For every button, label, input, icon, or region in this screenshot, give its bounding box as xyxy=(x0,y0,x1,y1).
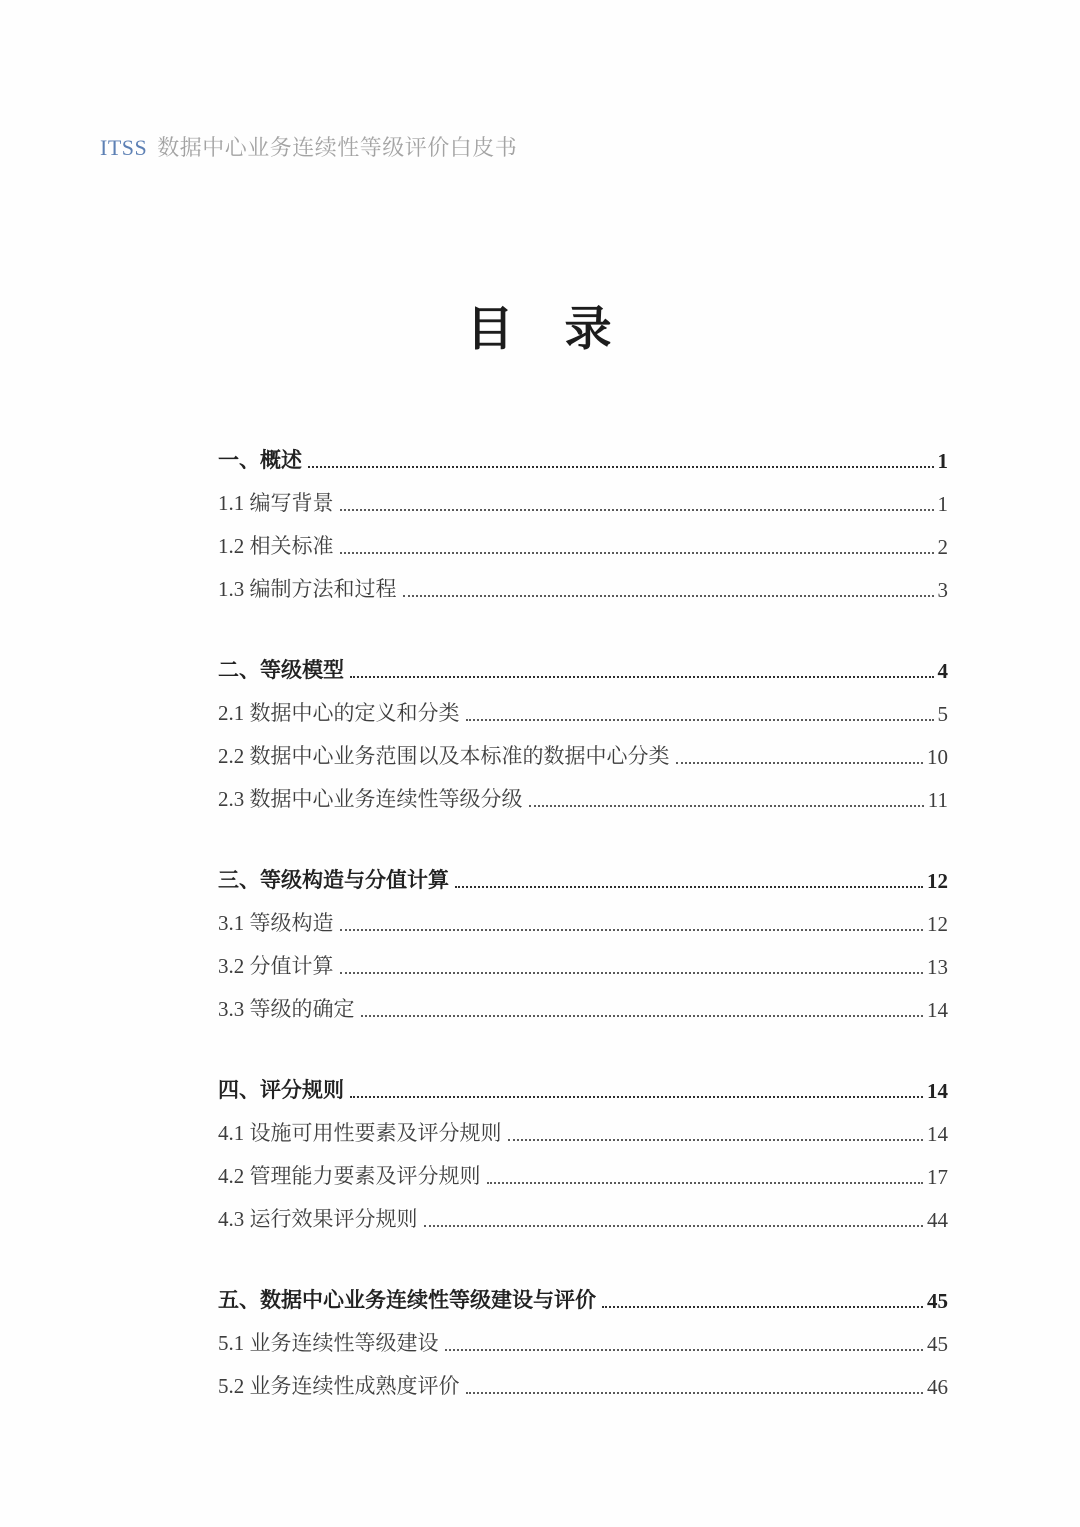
toc-entry[interactable] xyxy=(218,894,948,937)
toc-section-heading[interactable] xyxy=(218,851,948,894)
page-number: 3 xyxy=(937,578,948,602)
itss-brand-text: ITSS xyxy=(100,135,148,160)
toc-entry-label: 五、数据中心业务连续性等级建设与评价 xyxy=(218,1288,596,1312)
toc-entry-label: 1.3 编制方法和过程 xyxy=(218,577,397,601)
dot-leader xyxy=(340,509,934,511)
toc-entry-label: 2.2 数据中心业务范围以及本标准的数据中心分类 xyxy=(218,744,670,768)
toc-page-title: 目 录 xyxy=(466,304,614,356)
page-number: 13 xyxy=(927,955,948,979)
page-number: 45 xyxy=(927,1289,948,1313)
dot-leader xyxy=(424,1225,924,1227)
toc-section-heading[interactable] xyxy=(218,641,948,684)
header-document-title: 数据中心业务连续性等级评价白皮书 xyxy=(157,135,518,160)
page-number: 45 xyxy=(927,1332,948,1356)
toc-entry-label: 四、评分规则 xyxy=(218,1078,344,1102)
page-number: 2 xyxy=(937,535,948,559)
toc-entry-label: 1.2 相关标准 xyxy=(218,534,334,558)
dot-leader xyxy=(361,1015,924,1017)
dot-leader xyxy=(676,762,924,764)
toc-entry-label: 4.1 设施可用性要素及评分规则 xyxy=(218,1121,502,1145)
page-number: 4 xyxy=(937,659,948,683)
dot-leader xyxy=(340,972,924,974)
dot-leader xyxy=(466,719,934,721)
dot-leader xyxy=(455,886,923,888)
toc-entry[interactable] xyxy=(218,727,948,770)
page-number: 14 xyxy=(927,1079,948,1103)
toc-section xyxy=(218,431,948,603)
page-number: 10 xyxy=(927,745,948,769)
page-number: 46 xyxy=(927,1375,948,1399)
page-number: 1 xyxy=(937,492,948,516)
toc-entry[interactable] xyxy=(218,1104,948,1147)
toc-entry[interactable] xyxy=(218,770,948,813)
dot-leader xyxy=(403,595,934,597)
toc-entry[interactable] xyxy=(218,1314,948,1357)
toc-entry-label: 3.3 等级的确定 xyxy=(218,997,355,1021)
page-number: 5 xyxy=(937,702,948,726)
dot-leader xyxy=(308,466,934,468)
toc-section xyxy=(218,851,948,1023)
toc-section xyxy=(218,641,948,813)
toc-entry[interactable] xyxy=(218,560,948,603)
toc-entry-label: 三、等级构造与分值计算 xyxy=(218,868,449,892)
page-number: 17 xyxy=(927,1165,948,1189)
toc-entry-label: 1.1 编写背景 xyxy=(218,491,334,515)
dot-leader xyxy=(445,1349,924,1351)
toc-section xyxy=(218,1271,948,1400)
toc-entry-label: 3.2 分值计算 xyxy=(218,954,334,978)
toc-entry-label: 4.3 运行效果评分规则 xyxy=(218,1207,418,1231)
toc-entry[interactable] xyxy=(218,1190,948,1233)
toc-entry[interactable] xyxy=(218,474,948,517)
toc-section-heading[interactable] xyxy=(218,1271,948,1314)
toc-entry-label: 4.2 管理能力要素及评分规则 xyxy=(218,1164,481,1188)
dot-leader xyxy=(529,805,924,807)
page-number: 14 xyxy=(927,998,948,1022)
page-number: 44 xyxy=(927,1208,948,1232)
page-number: 12 xyxy=(927,869,948,893)
dot-leader xyxy=(350,1096,923,1098)
dot-leader xyxy=(466,1392,924,1394)
page-number: 12 xyxy=(927,912,948,936)
toc-list xyxy=(218,431,948,1438)
toc-entry-label: 二、等级模型 xyxy=(218,658,344,682)
toc-entry[interactable] xyxy=(218,684,948,727)
toc-section-heading[interactable] xyxy=(218,431,948,474)
toc-entry-label: 一、概述 xyxy=(218,448,302,472)
toc-entry[interactable] xyxy=(218,937,948,980)
dot-leader xyxy=(350,676,934,678)
page-number: 1 xyxy=(937,449,948,473)
toc-section xyxy=(218,1061,948,1233)
running-header xyxy=(100,131,517,162)
toc-entry-label: 2.3 数据中心业务连续性等级分级 xyxy=(218,787,523,811)
toc-entry-label: 5.1 业务连续性等级建设 xyxy=(218,1331,439,1355)
dot-leader xyxy=(487,1182,924,1184)
toc-entry[interactable] xyxy=(218,980,948,1023)
toc-entry[interactable] xyxy=(218,1147,948,1190)
dot-leader xyxy=(340,929,924,931)
page-number: 14 xyxy=(927,1122,948,1146)
toc-entry-label: 3.1 等级构造 xyxy=(218,911,334,935)
page-number: 11 xyxy=(927,788,948,812)
dot-leader xyxy=(508,1139,924,1141)
toc-section-heading[interactable] xyxy=(218,1061,948,1104)
dot-leader xyxy=(602,1306,923,1308)
toc-entry-label: 5.2 业务连续性成熟度评价 xyxy=(218,1374,460,1398)
toc-entry-label: 2.1 数据中心的定义和分类 xyxy=(218,701,460,725)
dot-leader xyxy=(340,552,934,554)
toc-entry[interactable] xyxy=(218,1357,948,1400)
toc-entry[interactable] xyxy=(218,517,948,560)
